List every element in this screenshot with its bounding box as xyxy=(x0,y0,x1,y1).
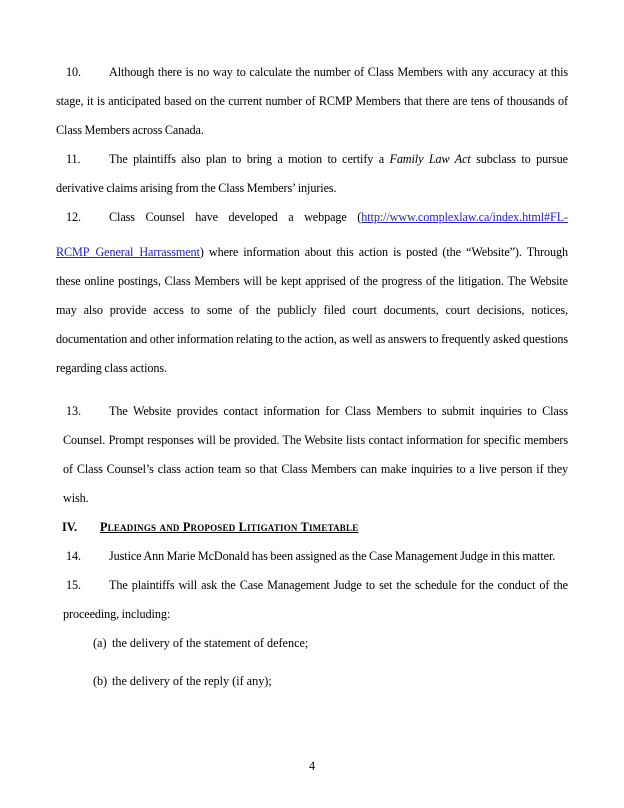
italic-statute-name: Family Law Act xyxy=(389,152,471,166)
paragraph-12-first-line xyxy=(56,203,568,232)
paragraph-14 xyxy=(63,542,568,571)
paragraph-12-continuation xyxy=(56,238,568,383)
document-content xyxy=(56,58,568,696)
list-item-a xyxy=(93,629,568,658)
paragraph-number: 12. xyxy=(66,210,81,224)
paragraph-number: 10. xyxy=(66,65,81,79)
paragraph-text: The plaintiffs also plan to bring a motion to certify a xyxy=(109,152,390,166)
page-number: 4 xyxy=(308,759,316,773)
paragraph-number: 11. xyxy=(66,152,81,166)
paragraph-text: Although there is no way to calculate the number of Class Members with any accuracy at this stage, it is anticipated based on the current number of RCMP Members that there are tens of thousands of Class Members across Canada. xyxy=(56,65,568,137)
section-heading-iv xyxy=(62,513,568,542)
paragraph-15 xyxy=(63,571,568,629)
list-item-text: the delivery of the statement of defence; xyxy=(112,636,309,650)
website-link-continued[interactable]: RCMP_General_Harrassment xyxy=(56,245,200,259)
paragraph-13 xyxy=(63,397,568,513)
list-marker: (b) xyxy=(93,674,108,688)
section-number: IV. xyxy=(62,520,78,534)
paragraph-number: 13. xyxy=(66,404,81,418)
list-item-b xyxy=(93,667,568,696)
paragraph-number: 15. xyxy=(66,578,81,592)
list-marker: (a) xyxy=(93,636,107,650)
list-item-text: the delivery of the reply (if any); xyxy=(112,674,272,688)
paragraph-text: Justice Ann Marie McDonald has been assigned as the Case Management Judge in this matter. xyxy=(109,549,556,563)
paragraph-text: subclass to pursue derivative claims arising from the Class Members’ injuries. xyxy=(56,152,568,195)
paragraph-11 xyxy=(56,145,568,203)
website-link[interactable]: http://www.complexlaw.ca/index.html#FL- xyxy=(361,210,568,224)
section-title: Pleadings and Proposed Litigation Timetable xyxy=(100,520,359,534)
paragraph-text: The plaintiffs will ask the Case Management Judge to set the schedule for the conduct of the proceeding, including: xyxy=(63,578,568,621)
paragraph-text: ) where information about this action is posted (the “Website”). Through these online postings, Class Members will be kept apprised of the progress of the litigation. The Website may also provide access to some of the publicly filed court documents, court decisions, notices, documentation and other information relating to the action, as well as answers to frequently asked questions regarding class actions. xyxy=(56,245,568,375)
paragraph-number: 14. xyxy=(66,549,81,563)
paragraph-text: The Website provides contact information for Class Members to submit inquiries to Class Counsel. Prompt responses will be provided. The Website lists contact information for specific members of Class Counsel’s class action team so that Class Members can make inquiries to a live person if they wish. xyxy=(63,404,568,505)
paragraph-12 xyxy=(56,203,568,383)
paragraph-text: Class Counsel have developed a webpage ( xyxy=(109,210,362,224)
schedule-list xyxy=(93,629,568,696)
paragraph-10 xyxy=(56,58,568,145)
